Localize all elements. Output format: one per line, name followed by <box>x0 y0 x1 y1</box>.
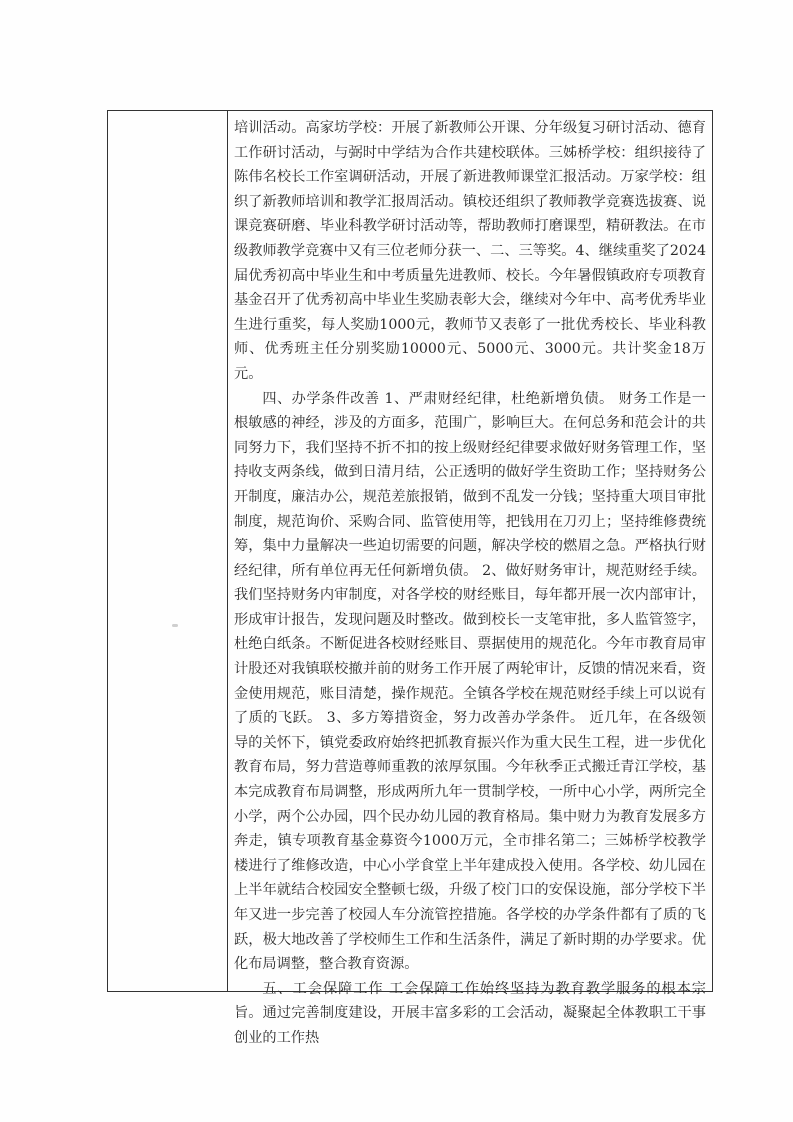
paragraph-union-support: 五、工会保障工作 工会保障工作始终坚持为教育教学服务的根本宗旨。通过完善制度建设，开展丰富多彩的工会活动，凝聚起全体教职工干事创业的工作热 <box>234 980 706 1046</box>
table-content-cell <box>234 116 706 1051</box>
paragraph-school-conditions: 四、办学条件改善 1、严肃财经纪律，杜绝新增负债。 财务工作是一根敏感的神经，涉及的方面多，范围广，影响巨大。在何总务和范会计的共同努力下，我们坚持不折不扣的按上级财经纪律要求做好财务管理工作，坚持收支两条线，做到日清月结，公正透明的做好学生资助工作；坚持财务公开制度，廉洁办公，规范差旅报销，做到不乱发一分钱；坚持重大项目审批制度，规范询价、采购合同、监管使用等，把钱用在刀刃上；坚持维修费统筹，集中力量解决一些迫切需要的问题，解决学校的燃眉之急。严格执行财经纪律，所有单位再无任何新增负债。 2、做好财务审计，规范财经手续。 我们坚持财务内审制度，对各学校的财经账目，每年都开展一次内部审计，形成审计报告，发现问题及时整改。做到校长一支笔审批，多人监管签字，杜绝白纸条。不断促进各校财经账目、票据使用的规范化。今年市教育局审计股还对我镇联校撤并前的财务工作开展了两轮审计，反馈的情况来看，资金使用规范，账目清楚，操作规范。全镇各学校在规范财经手续上可以说有了质的飞跃。 3、多方筹措资金，努力改善办学条件。 近几年，在各级领导的关怀下，镇党委政府始终把抓教育振兴作为重大民生工程，进一步优化教育布局，努力营造尊师重教的浓厚氛围。今年秋季正式搬迁青江学校，基本完成教育布局调整，形成两所九年一贯制学校，一所中心小学，两所完全小学，两个公办园，四个民办幼儿园的教育格局。集中财力为教育发展多方奔走，镇专项教育基金募资今1000万元，全市排名第二；三姊桥学校教学楼进行了维修改造，中心小学食堂上半年建成投入使用。各学校、幼儿园在上半年就结合校园安全整顿七级，升级了校门口的安保设施，部分学校下半年又进一步完善了校园人车分流管控措施。各学校的办学条件都有了质的飞跃，极大地改善了学校师生工作和生活条件，满足了新时期的办学要求。优化布局调整，整合教育资源。 <box>234 390 706 973</box>
scan-speck <box>172 624 178 627</box>
table-column-divider <box>227 110 228 992</box>
paragraph-training-activities: 培训活动。高家坊学校：开展了新教师公开课、分年级复习研讨活动、德育工作研讨活动，与弼时中学结为合作共建校联体。三姊桥学校：组织接待了陈伟名校长工作室调研活动，开展了新进教师课堂汇报活动。万家学校：组织了新教师培训和教学汇报周活动。镇校还组织了教师教学竞赛选拔赛、说课竞赛研磨、毕业科教学研讨活动等，帮助教师打磨课型，精研教法。在市级教师教学竞赛中又有三位老师分获一、二、三等奖。4、继续重奖了2024届优秀初高中毕业生和中考质量先进教师、校长。今年暑假镇政府专项教育基金召开了优秀初高中毕业生奖励表彰大会，继续对今年中、高考优秀毕业生进行重奖，每人奖励1000元，教师节又表彰了一批优秀校长、毕业科教师、优秀班主任分别奖励10000元、5000元、3000元。共计奖金18万元。 <box>234 120 706 382</box>
